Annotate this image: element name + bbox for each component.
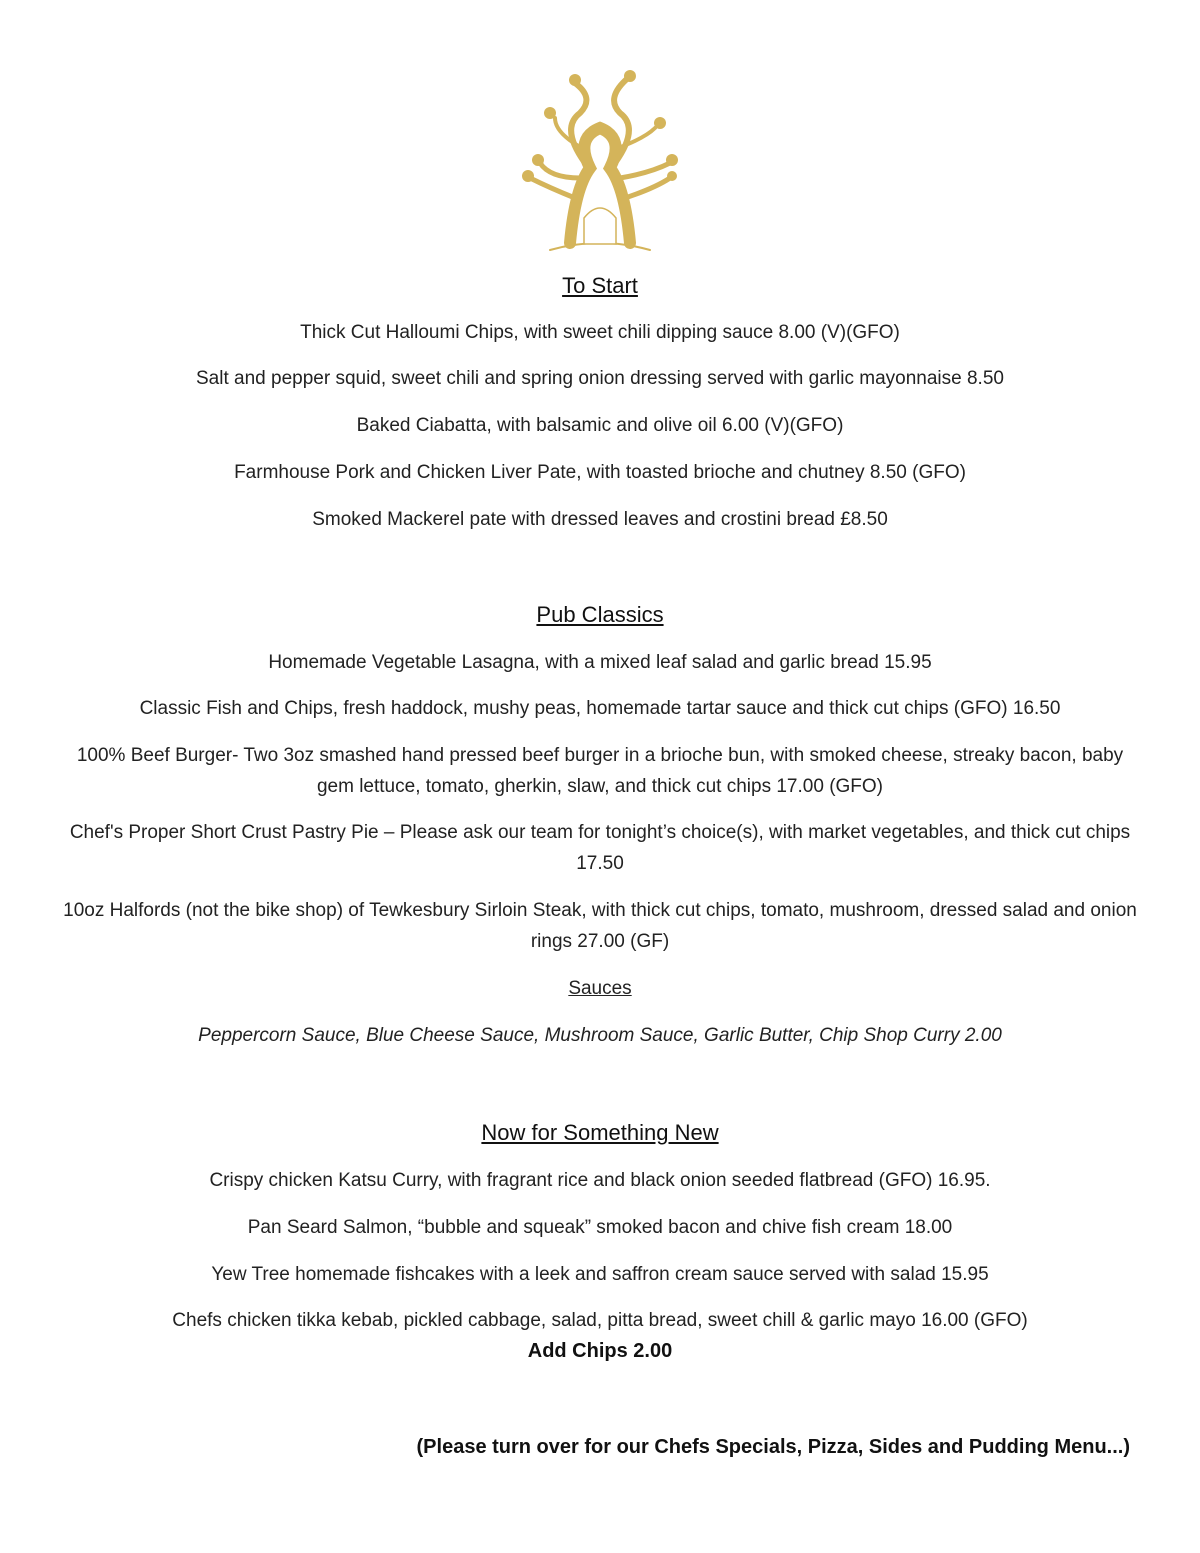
menu-item: Pan Seard Salmon, “bubble and squeak” smoked bacon and chive fish cream 18.00: [247, 1217, 953, 1238]
menu-item: Salt and pepper squid, sweet chili and spring onion dressing served with garlic mayonnaise 8.50: [196, 368, 1004, 389]
menu-item: Chefs chicken tikka kebab, pickled cabbage, salad, pitta bread, sweet chill & garlic mayo 16.00 (GFO): [172, 1310, 1028, 1331]
sauces-list: Peppercorn Sauce, Blue Cheese Sauce, Mushroom Sauce, Garlic Butter, Chip Shop Curry 2.00: [198, 1025, 1002, 1046]
menu-item: Yew Tree homemade fishcakes with a leek and saffron cream sauce served with salad 15.95: [211, 1264, 989, 1285]
turn-over-note: (Please turn over for our Chefs Specials, Pizza, Sides and Pudding Menu...): [416, 1436, 1130, 1458]
menu-item: Farmhouse Pork and Chicken Liver Pate, with toasted brioche and chutney 8.50 (GFO): [234, 462, 966, 483]
section-heading-something-new: Now for Something New: [481, 1120, 719, 1145]
menu-item: Smoked Mackerel pate with dressed leaves and crostini bread £8.50: [312, 509, 888, 530]
menu-item: 10oz Halfords (not the bike shop) of Tewkesbury Sirloin Steak, with thick cut chips, tomato, mushroom, dressed salad and onion rings 27.00 (GF): [63, 900, 1137, 952]
menu-item: Baked Ciabatta, with balsamic and olive oil 6.00 (V)(GFO): [356, 415, 844, 436]
sauces-heading: Sauces: [568, 978, 632, 999]
section-heading-pub-classics: Pub Classics: [536, 602, 664, 627]
menu-item: 100% Beef Burger- Two 3oz smashed hand pressed beef burger in a brioche bun, with smoked cheese, streaky bacon, baby gem lettuce, tomato, gherkin, slaw, and thick cut chips 17.00 (GFO): [76, 745, 1124, 797]
section-heading-to-start: To Start: [562, 273, 638, 298]
menu-item: Thick Cut Halloumi Chips, with sweet chili dipping sauce 8.00 (V)(GFO): [300, 322, 900, 343]
menu-item: Classic Fish and Chips, fresh haddock, mushy peas, homemade tartar sauce and thick cut chips (GFO) 16.50: [139, 698, 1061, 719]
add-chips-note: Add Chips 2.00: [527, 1340, 673, 1362]
menu-item: Homemade Vegetable Lasagna, with a mixed leaf salad and garlic bread 15.95: [268, 652, 932, 673]
menu-item: Crispy chicken Katsu Curry, with fragrant rice and black onion seeded flatbread (GFO) 16.95.: [209, 1170, 991, 1191]
menu-item: Chef's Proper Short Crust Pastry Pie – Please ask our team for tonight’s choice(s), with market vegetables, and thick cut chips 17.50: [69, 822, 1131, 874]
tree-logo-icon: [520, 68, 680, 253]
